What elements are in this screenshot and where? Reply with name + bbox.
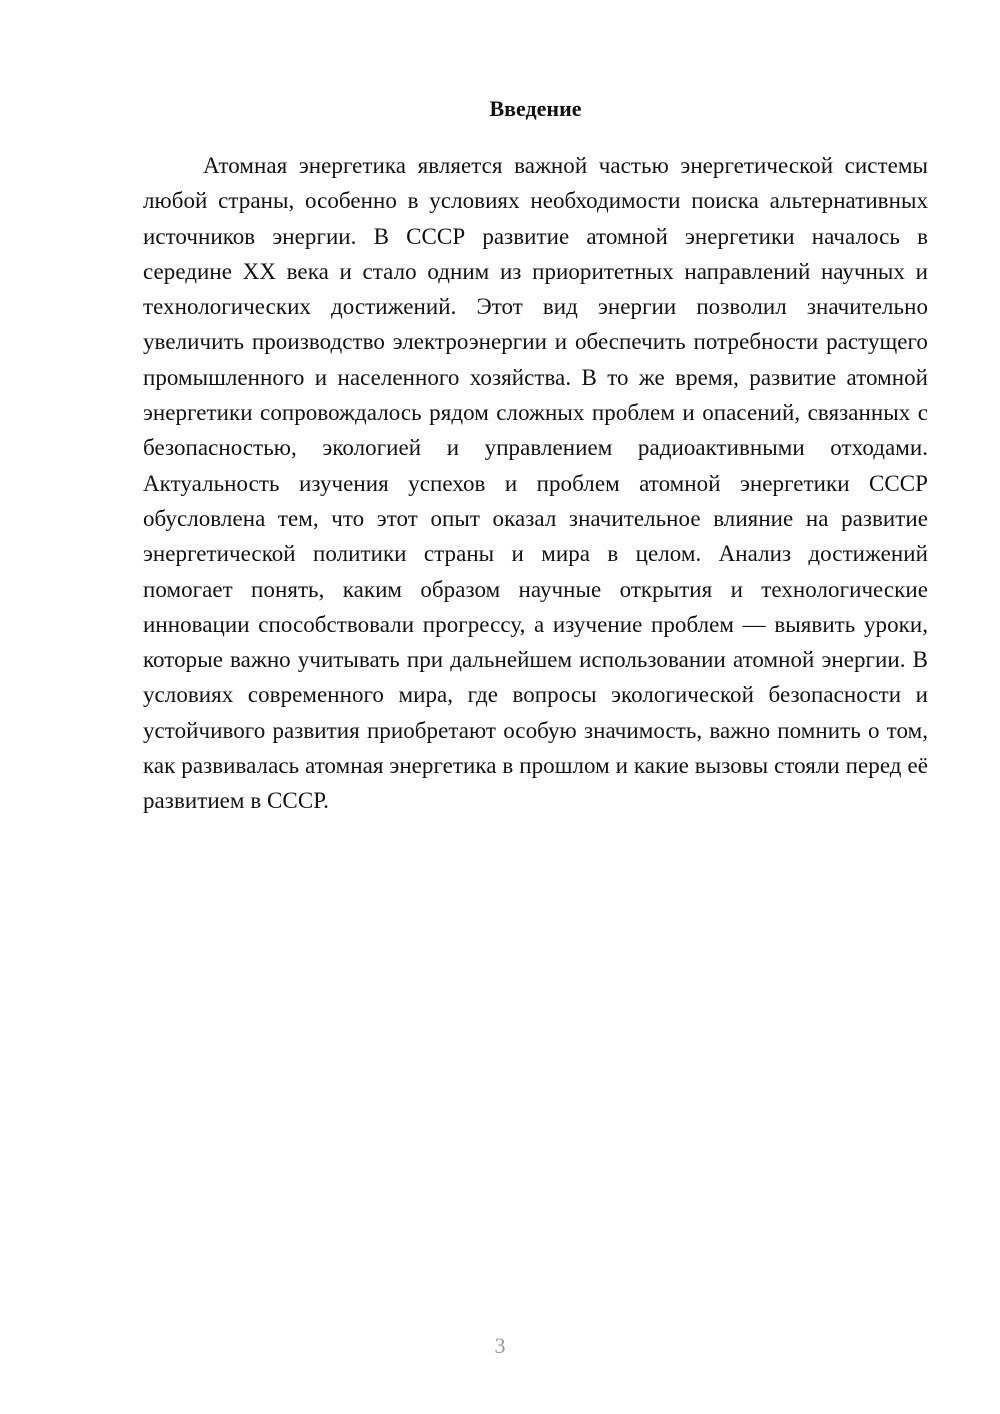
page-title: Введение [489, 96, 582, 121]
page-number: 3 [494, 1333, 506, 1358]
page-content [143, 92, 928, 819]
introduction-paragraph: Атомная энергетика является важной частью энергетической системы любой страны, особенно в условиях необходимости поиска альтернативных источников энергии. В СССР развитие атомной энергетики началось в середине XX века и стало одним из приоритетных направлений научных и технологических достижений. Этот вид энергии позволил значительно увеличить производство электроэнергии и обеспечить потребности растущего промышленного и населенного хозяйства. В то же время, развитие атомной энергетики сопровождалось рядом сложных проблем и опасений, связанных с безопасностью, экологией и управлением радиоактивными отходами. Актуальность изучения успехов и проблем атомной энергетики СССР обусловлена тем, что этот опыт оказал значительное влияние на развитие энергетической политики страны и мира в целом. Анализ достижений помогает понять, каким образом научные открытия и технологические инновации способствовали прогрессу, а изучение проблем — выявить уроки, которые важно учитывать при дальнейшем использовании атомной энергии. В условиях современного мира, где вопросы экологической безопасности и устойчивого развития приобретают особую значимость, важно помнить о том, как развивалась атомная энергетика в прошлом и какие вызовы стояли перед её развитием в СССР. [143, 153, 928, 814]
